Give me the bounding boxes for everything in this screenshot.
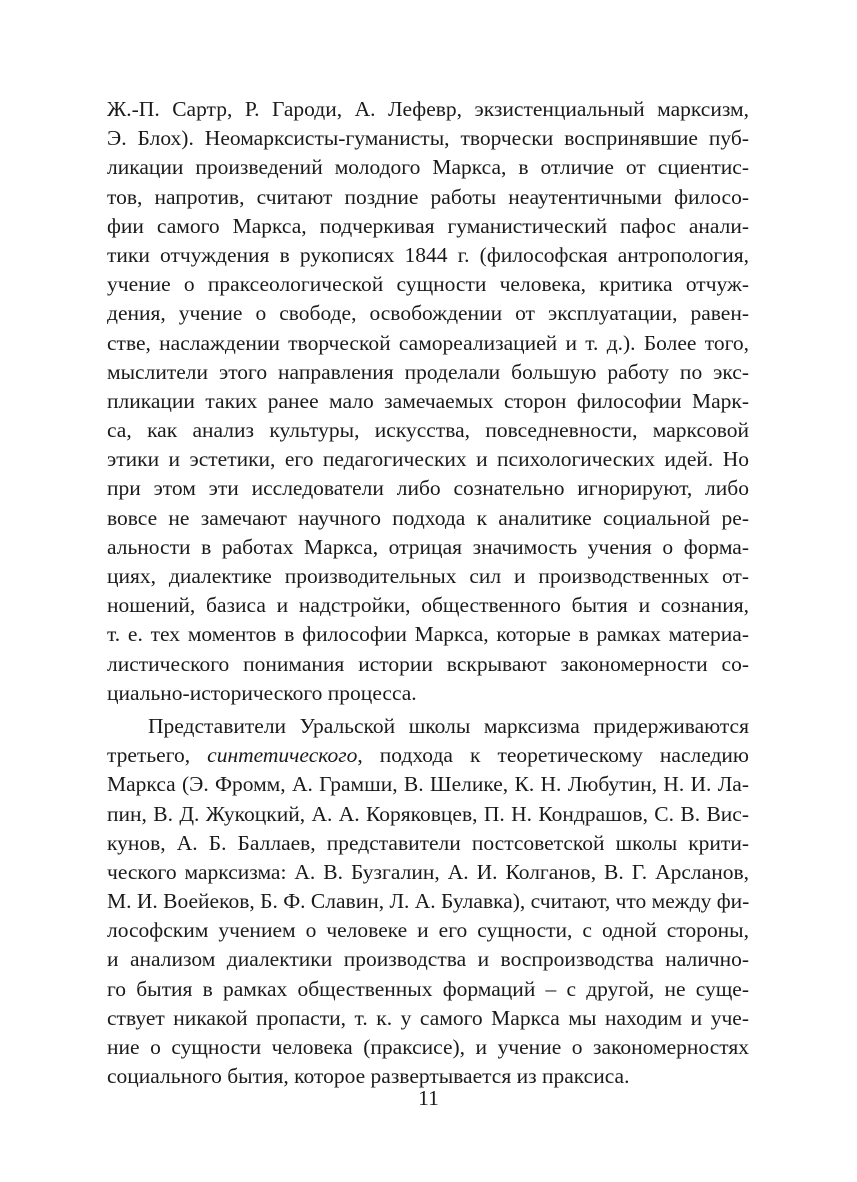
text-line: са, как анализ культуры, искусства, повседневности, марксовой (107, 418, 749, 443)
text-line: го бытия в рамках общественных формаций – с другой, не суще- (107, 976, 749, 1001)
text-line: Ж.-П. Сартр, Р. Гароди, А. Лефевр, экзистенциальный марксизм, (107, 97, 749, 121)
text-line: дения, учение о свободе, освобождении от эксплуатации, равен- (107, 301, 749, 326)
text-line: Представители Уральской школы марксизма придерживаются (148, 713, 749, 738)
text-line: стве, наслаждении творческой самореализацией и т. д.). Более того, (107, 330, 749, 355)
page-number: 11 (418, 1086, 439, 1110)
text-line: пин, В. Д. Жукоцкий, А. А. Коряковцев, П. Н. Кондрашов, С. В. Вис- (107, 801, 749, 826)
text-line: ствует никакой пропасти, т. к. у самого Маркса мы находим и уче- (107, 1005, 749, 1030)
paragraph-2 (107, 712, 749, 1091)
italic-term: синтетического (207, 743, 358, 768)
text-line: пликации таких ранее мало замечаемых сторон философии Марк- (107, 388, 749, 413)
text-line: ликации произведений молодого Маркса, в отличие от сциентис- (107, 155, 749, 180)
text-line (107, 741, 749, 770)
text-fragment: , подхода к теоретическому наследию (357, 743, 749, 768)
paragraph-1 (107, 95, 749, 708)
text-line: Э. Блох). Неомарксисты-гуманисты, творчески воспринявшие пуб- (107, 126, 749, 151)
text-fragment: третьего, (107, 743, 208, 768)
text-line: кунов, А. Б. Баллаев, представители постсоветской школы крити- (107, 830, 749, 855)
text-line: вовсе не замечают научного подхода к аналитике социальной ре- (107, 505, 749, 530)
text-line: циально-исторического процесса. (107, 680, 417, 705)
text-line: ние о сущности человека (праксисе), и учение о закономерностях (107, 1035, 749, 1059)
text-line: фии самого Маркса, подчеркивая гуманистический пафос анали- (107, 213, 749, 238)
text-line: и анализом диалектики производства и воспроизводства налично- (107, 947, 749, 972)
text-line: циях, диалектике производительных сил и производственных от- (107, 564, 749, 588)
text-line: ношений, базиса и надстройки, общественного бытия и сознания, (107, 593, 749, 618)
text-line: социального бытия, которое развертывается из праксиса. (107, 1064, 630, 1089)
text-line: листического понимания истории вскрывают закономерности со- (107, 651, 749, 676)
text-line: тики отчуждения в рукописях 1844 г. (философская антропология, (107, 242, 749, 267)
text-line: тов, напротив, считают поздние работы неаутентичными филосо- (107, 184, 749, 209)
text-line: М. И. Воейеков, Б. Ф. Славин, Л. А. Булавка), считают, что между фи- (107, 889, 750, 914)
text-line: этики и эстетики, его педагогических и психологических идей. Но (107, 447, 749, 472)
text-line: лософским учением о человеке и его сущности, с одной стороны, (107, 918, 749, 943)
text-line: альности в работах Маркса, отрицая значимость учения о форма- (107, 534, 749, 559)
text-line: мыслители этого направления проделали большую работу по экс- (107, 359, 749, 384)
text-line: т. е. тех моментов в философии Маркса, которые в рамках материа- (107, 622, 749, 647)
text-line: при этом эти исследователи либо сознательно игнорируют, либо (107, 476, 749, 501)
body-text (107, 95, 749, 1091)
text-line: учение о праксеологической сущности человека, критика отчуж- (107, 272, 749, 297)
text-line: ческого марксизма: А. В. Бузгалин, А. И. Колганов, В. Г. Арсланов, (107, 859, 749, 884)
text-line: Маркса (Э. Фромм, А. Грамши, В. Шелике, К. Н. Любутин, Н. И. Ла- (107, 772, 749, 797)
